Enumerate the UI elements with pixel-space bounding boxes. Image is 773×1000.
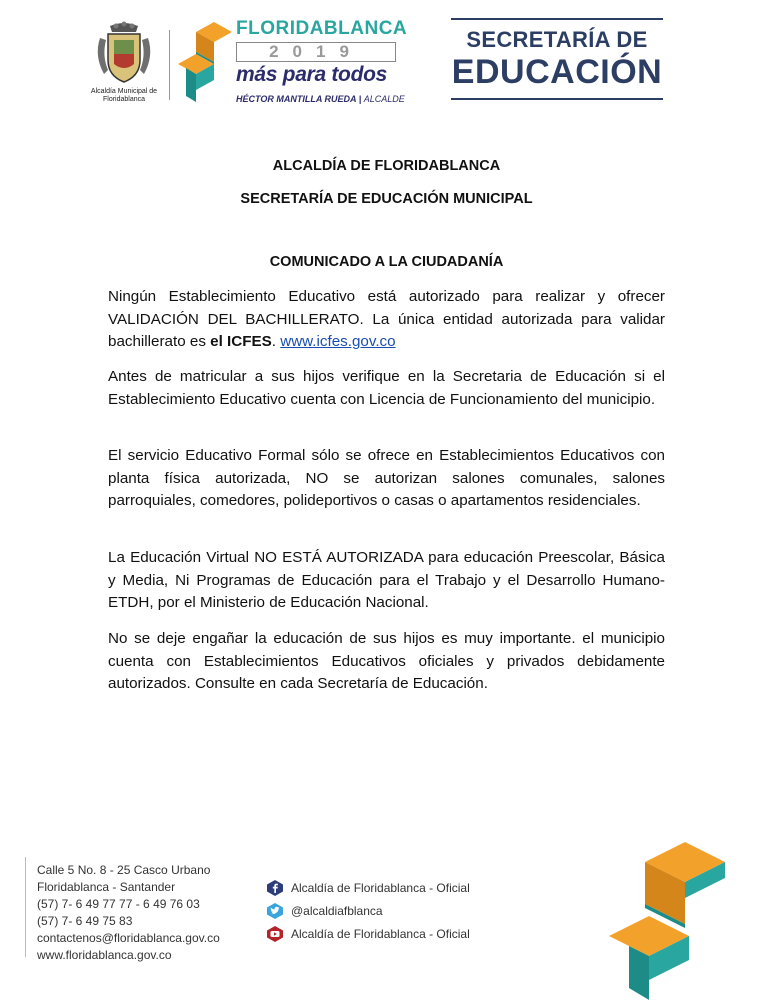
website[interactable]: www.floridablanca.gov.co [37,948,172,962]
contact-block [37,862,220,964]
paragraph-validacion-text: Ningún Establecimiento Educativo está autorizado para realizar y ofrecer VALIDACIÓN DEL BACHILLERATO. La única entidad autorizada para validar bachillerato es [108,288,665,351]
social-links [266,876,470,945]
footer-divider [25,857,26,957]
secretaria-logo [451,18,663,100]
heading-comunicado: COMUNICADO A LA CIUDADANÍA [269,254,504,270]
email[interactable]: contactenos@floridablanca.gov.co [37,931,220,945]
address-line2: Floridablanca - Santander [37,880,176,894]
paragraph-educacion-virtual: La Educación Virtual NO ESTÁ AUTORIZADA para educación Preescolar, Básica y Media, Ni Programas de Educación para el Trabajo y el Desarrollo Humano-ETDH, por el Ministerio de Educación Nacional. [108,549,665,612]
twitter-icon [266,902,284,920]
brand-mayor [236,94,405,104]
youtube-label: Alcaldía de Floridablanca - Oficial [291,926,470,941]
floridablanca-mark-icon [605,838,727,1000]
mayor-role: ALCALDE [363,94,405,104]
letterhead [0,0,773,118]
paragraph-validacion-punct: . [271,333,281,351]
address-line1: Calle 5 No. 8 - 25 Casco Urbano [37,863,211,877]
heading-secretaria: SECRETARÍA DE EDUCACIÓN MUNICIPAL [240,191,533,207]
heading-alcaldia: ALCALDÍA DE FLORIDABLANCA [272,158,501,174]
municipal-crest [86,20,162,114]
crest-caption: Alcaldía Municipal de Floridablanca [90,88,158,103]
icfes-link[interactable]: www.icfes.gov.co [280,333,396,351]
paragraph-licencia: Antes de matricular a sus hijos verifique en la Secretaria de Educación si el Establecimiento Educativo cuenta con Licencia de Funcionamiento del municipio. [108,368,665,408]
icfes-bold: el ICFES [210,333,272,351]
brand-slogan: más para todos [236,63,388,86]
header-divider [169,30,170,100]
mayor-separator: | [358,94,364,104]
paragraph-planta-fisica: El servicio Educativo Formal sólo se ofrece en Establecimientos Educativos con planta física autorizada, NO se autorizan salones comunales, salones parroquiales, comedores, polideportivos o casas o apartamentos residenciales. [108,447,665,510]
youtube-icon [266,925,284,943]
secretaria-line1: SECRETARÍA DE [466,27,648,52]
twitter-link[interactable] [266,899,470,922]
paragraph-validacion [108,286,665,354]
crest-icon [86,20,162,86]
twitter-label: @alcaldiafblanca [291,903,383,918]
facebook-label: Alcaldía de Floridablanca - Oficial [291,880,470,895]
facebook-link[interactable] [266,876,470,899]
paragraph-advertencia: No se deje engañar la educación de sus hijos es muy importante. el municipio cuenta con Establecimientos Educativos oficiales y privados debidamente autorizados. Consulte en cada Secretaría de Educación. [108,630,665,693]
facebook-icon [266,879,284,897]
secretaria-line2: EDUCACIÓN [451,53,663,91]
phone-line2: (57) 7- 6 49 75 83 [37,914,133,928]
brand-year: 2019 [236,42,396,62]
phone-line1: (57) 7- 6 49 77 77 - 6 49 76 03 [37,897,200,911]
mayor-name: HÉCTOR MANTILLA RUEDA [236,94,357,104]
brand-title: FLORIDABLANCA [236,18,408,39]
youtube-link[interactable] [266,922,470,945]
floridablanca-logo-icon [178,22,234,104]
